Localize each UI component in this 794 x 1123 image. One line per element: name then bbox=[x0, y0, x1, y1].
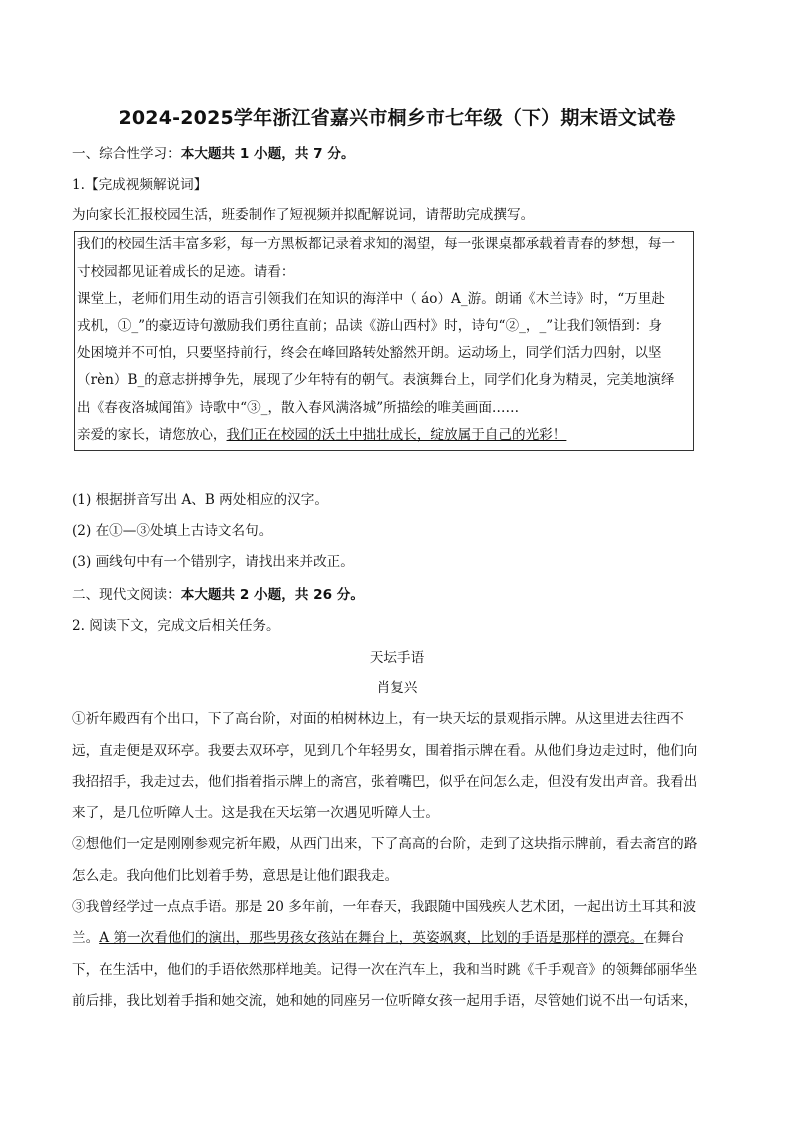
section2-heading bbox=[72, 585, 722, 605]
question1-intro: 为向家长汇报校园生活，班委制作了短视频并拟配解说词，请帮助完成撰写。 bbox=[72, 207, 535, 223]
article-line: 怎么走。我向他们比划着手势，意思是让他们跟我走。 bbox=[72, 868, 399, 884]
article-line: ③我曾经学过一点点手语。那是 20 多年前，一年春天，我跟随中国残疾人艺术团，一起出访土耳其和波 bbox=[72, 899, 697, 915]
task-item: (1) 根据拼音写出 A、B 两处相应的汉字。 bbox=[72, 492, 328, 508]
underlined-sentence-a: A 第一次看他们的演出，那些男孩女孩站在舞台上，英姿飒爽，比划的手语是那样的漂亮。 bbox=[99, 930, 644, 946]
section2-heading-detail: 本大题共 2 小题，共 26 分。 bbox=[180, 587, 364, 603]
line-prefix: 兰。 bbox=[72, 930, 100, 946]
line-suffix: 在舞台 bbox=[643, 930, 685, 946]
task-item: (3) 画线句中有一个错别字，请找出来并改正。 bbox=[72, 554, 354, 570]
section1-heading-prefix: 一、综合性学习： bbox=[72, 146, 181, 162]
narration-line: 课堂上，老师们用生动的语言引领我们在知识的海洋中（ áo）A_游。朗诵《木兰诗》时，“万里赴 bbox=[77, 291, 665, 307]
article-line: ①祈年殿西有个出口，下了高台阶，对面的柏树林边上，有一块天坛的景观指示牌。从这里进去往西不 bbox=[72, 711, 684, 727]
section2-heading-prefix: 二、现代文阅读： bbox=[72, 587, 181, 603]
narration-last-line bbox=[77, 425, 691, 445]
question2-label: 2. 阅读下文，完成文后相关任务。 bbox=[72, 618, 280, 634]
article-line: ②想他们一定是刚刚参观完祈年殿，从西门出来，下了高高的台阶，走到了这块指示牌前，看去斋宫的路 bbox=[72, 836, 698, 852]
article-author: 肖复兴 bbox=[376, 680, 418, 696]
narration-box bbox=[74, 231, 694, 451]
article-title: 天坛手语 bbox=[369, 650, 425, 666]
narration-line: 寸校园都见证着成长的足迹。请看： bbox=[77, 264, 295, 280]
narration-line: 出《春夜洛城闻笛》诗歌中“③_，散入春风满洛城”所描绘的唯美画面…… bbox=[77, 400, 520, 416]
question1-label: 1.【完成视频解说词】 bbox=[72, 177, 208, 193]
article-line: 我招招手，我走过去，他们指着指示牌上的斋宫，张着嘴巴，似乎在问怎么走，但没有发出声音。我看出 bbox=[72, 774, 698, 790]
underlined-sentence: 我们正在校园的沃土中拙壮成长，绽放属于自己的光彩！ bbox=[226, 427, 567, 443]
narration-line: 戎机，①_”的豪迈诗句激励我们勇往直前；品读《游山西村》时，诗句“②_，_”让我们领悟到：身 bbox=[77, 318, 662, 334]
narration-last-prefix: 亲爱的家长，请您放心， bbox=[77, 427, 227, 443]
narration-line: （rèn）B_的意志拼搏争先，展现了少年特有的朝气。表演舞台上，同学们化身为精灵，完美地演绎 bbox=[77, 372, 675, 388]
section1-heading bbox=[72, 144, 722, 164]
article-line-underlined bbox=[72, 928, 722, 948]
task-item: (2) 在①—③处填上古诗文名句。 bbox=[72, 523, 273, 539]
section1-heading-detail: 本大题共 1 小题，共 7 分。 bbox=[180, 146, 355, 162]
article-line: 来了，是几位听障人士。这是我在天坛第一次遇见听障人士。 bbox=[72, 805, 440, 821]
article-line: 前后排，我比划着手指和她交流，她和她的同座另一位听障女孩一起用手语，尽管她们说不出一句话来， bbox=[72, 993, 698, 1009]
page-title: 2024-2025学年浙江省嘉兴市桐乡市七年级（下）期末语文试卷 bbox=[118, 107, 676, 129]
article-line: 下，在生活中，他们的手语依然那样地美。记得一次在汽车上，我和当时跳《千手观音》的领舞邰丽华坐 bbox=[72, 962, 698, 978]
narration-line: 我们的校园生活丰富多彩，每一方黑板都记录着求知的渴望，每一张课桌都承载着青春的梦想，每一 bbox=[77, 236, 676, 252]
article-line: 远，直走便是双环亭。我要去双环亭，见到几个年轻男女，围着指示牌在看。从他们身边走过时，他们向 bbox=[72, 743, 698, 759]
narration-line: 处困境并不可怕，只要坚持前行，终会在峰回路转处豁然开朗。运动场上，同学们活力四射，以坚 bbox=[77, 345, 662, 361]
